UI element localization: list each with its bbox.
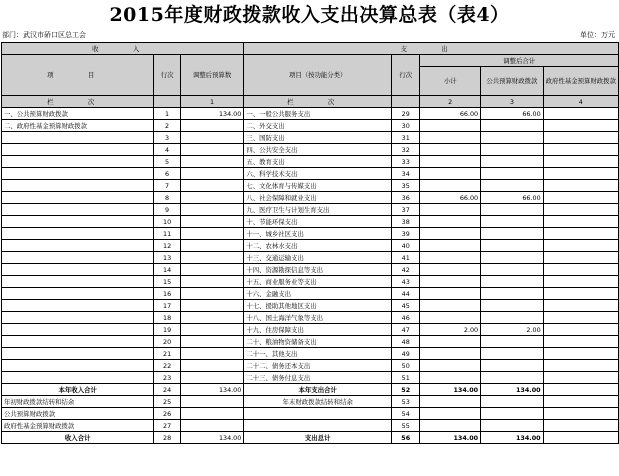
header-row-mid bbox=[2, 55, 619, 67]
table-row bbox=[2, 252, 619, 264]
amount-cell bbox=[180, 216, 244, 228]
gov-cell bbox=[543, 432, 618, 444]
subtotal-cell bbox=[420, 348, 481, 360]
unit-label: 单位：万元 bbox=[580, 31, 615, 39]
carryover-label: 年初财政拨款结转和结余 bbox=[2, 396, 154, 408]
amount-cell bbox=[180, 336, 244, 348]
row-no: 46 bbox=[392, 312, 420, 324]
public-budget-label: 公共预算财政拨款 bbox=[2, 408, 154, 420]
table-row bbox=[2, 192, 619, 204]
table-row bbox=[2, 276, 619, 288]
gov-cell bbox=[543, 192, 618, 204]
public-cell bbox=[481, 288, 544, 300]
subtotal-cell bbox=[420, 336, 481, 348]
row-no: 53 bbox=[392, 396, 420, 408]
row-no: 39 bbox=[392, 228, 420, 240]
row-no: 36 bbox=[392, 192, 420, 204]
income-item bbox=[2, 240, 154, 252]
public-cell: 134.00 bbox=[481, 384, 544, 396]
public-cell bbox=[481, 120, 544, 132]
col-index-3: 3 bbox=[481, 96, 544, 108]
amount-cell bbox=[180, 312, 244, 324]
public-cell bbox=[481, 312, 544, 324]
gov-cell bbox=[543, 108, 618, 120]
row-no: 33 bbox=[392, 156, 420, 168]
subtotal-header: 小计 bbox=[420, 67, 481, 96]
header-row-top bbox=[2, 43, 619, 55]
row-no: 23 bbox=[154, 372, 180, 384]
gov-cell bbox=[543, 348, 618, 360]
grand-total-row bbox=[2, 432, 619, 444]
expense-item: 三、国防支出 bbox=[244, 132, 392, 144]
row-no: 50 bbox=[392, 360, 420, 372]
row-no: 13 bbox=[154, 252, 180, 264]
carryover-row bbox=[2, 396, 619, 408]
row-no: 52 bbox=[392, 384, 420, 396]
expense-item: 十六、金融支出 bbox=[244, 288, 392, 300]
amount-cell bbox=[180, 360, 244, 372]
gov-cell bbox=[543, 276, 618, 288]
row-no: 25 bbox=[154, 396, 180, 408]
subtotal-cell: 66.00 bbox=[420, 108, 481, 120]
income-item bbox=[2, 288, 154, 300]
public-cell bbox=[481, 168, 544, 180]
public-cell: 134.00 bbox=[481, 432, 544, 444]
table-row bbox=[2, 336, 619, 348]
income-item bbox=[2, 180, 154, 192]
expense-item: 六、科学技术支出 bbox=[244, 168, 392, 180]
expense-item: 九、医疗卫生与计划生育支出 bbox=[244, 204, 392, 216]
public-cell bbox=[481, 300, 544, 312]
row-no: 40 bbox=[392, 240, 420, 252]
gov-cell bbox=[543, 216, 618, 228]
gov-cell bbox=[543, 228, 618, 240]
subtotal-cell bbox=[420, 300, 481, 312]
expense-item: 二十、粮油物资储备支出 bbox=[244, 336, 392, 348]
gov-cell bbox=[543, 252, 618, 264]
row-no: 37 bbox=[392, 204, 420, 216]
expense-item: 十一、城乡社区支出 bbox=[244, 228, 392, 240]
row-no: 45 bbox=[392, 300, 420, 312]
expense-total-label: 支出总计 bbox=[244, 432, 392, 444]
income-item bbox=[2, 348, 154, 360]
column-index-row bbox=[2, 96, 619, 108]
col-index-2: 2 bbox=[420, 96, 481, 108]
table-row bbox=[2, 300, 619, 312]
income-total-label: 收入合计 bbox=[2, 432, 154, 444]
row-no: 1 bbox=[154, 108, 180, 120]
gov-cell bbox=[543, 384, 618, 396]
amount-cell bbox=[180, 300, 244, 312]
amount-cell: 134.00 bbox=[180, 108, 244, 120]
expense-item: 十三、交通运输支出 bbox=[244, 252, 392, 264]
expense-item: 十四、资源勘探信息等支出 bbox=[244, 264, 392, 276]
amount-cell bbox=[180, 288, 244, 300]
income-year-total-label: 本年收入合计 bbox=[2, 384, 154, 396]
gov-cell bbox=[543, 240, 618, 252]
row-no: 21 bbox=[154, 348, 180, 360]
public-budget-row bbox=[2, 408, 619, 420]
row-no: 18 bbox=[154, 312, 180, 324]
row-no: 14 bbox=[154, 264, 180, 276]
table-row bbox=[2, 264, 619, 276]
row-no: 27 bbox=[154, 420, 180, 432]
subtotal-cell bbox=[420, 216, 481, 228]
income-item bbox=[2, 312, 154, 324]
amount-cell bbox=[180, 132, 244, 144]
gov-cell bbox=[543, 204, 618, 216]
row-no: 3 bbox=[154, 132, 180, 144]
income-header: 收 入 bbox=[2, 43, 244, 55]
subtotal-cell bbox=[420, 240, 481, 252]
amount-cell bbox=[180, 204, 244, 216]
income-item bbox=[2, 132, 154, 144]
amount-cell bbox=[180, 240, 244, 252]
row-no: 49 bbox=[392, 348, 420, 360]
subtotal-cell: 134.00 bbox=[420, 432, 481, 444]
gov-cell bbox=[543, 144, 618, 156]
gov-cell bbox=[543, 180, 618, 192]
row-no: 2 bbox=[154, 120, 180, 132]
income-item bbox=[2, 360, 154, 372]
row-no: 24 bbox=[154, 384, 180, 396]
row-no: 55 bbox=[392, 420, 420, 432]
col-index-4: 4 bbox=[543, 96, 618, 108]
public-cell bbox=[481, 252, 544, 264]
income-item bbox=[2, 228, 154, 240]
expense-item: 五、教育支出 bbox=[244, 156, 392, 168]
row-no: 30 bbox=[392, 120, 420, 132]
row-no: 20 bbox=[154, 336, 180, 348]
year-total-row bbox=[2, 384, 619, 396]
table-row bbox=[2, 348, 619, 360]
row-no: 4 bbox=[154, 144, 180, 156]
table-row bbox=[2, 108, 619, 120]
table-row bbox=[2, 120, 619, 132]
row-no: 47 bbox=[392, 324, 420, 336]
budget-table bbox=[1, 42, 619, 444]
income-rowno-header: 行次 bbox=[154, 55, 180, 96]
public-cell: 66.00 bbox=[481, 108, 544, 120]
gov-cell bbox=[543, 336, 618, 348]
table-row bbox=[2, 228, 619, 240]
row-no: 41 bbox=[392, 252, 420, 264]
public-cell bbox=[481, 348, 544, 360]
gov-fund-row bbox=[2, 420, 619, 432]
income-item bbox=[2, 372, 154, 384]
income-item bbox=[2, 144, 154, 156]
public-budget-header: 公共预算财政拨款 bbox=[481, 67, 544, 96]
income-item bbox=[2, 192, 154, 204]
row-no: 16 bbox=[154, 288, 180, 300]
public-cell bbox=[481, 180, 544, 192]
amount-cell bbox=[180, 324, 244, 336]
report-title: 2015年度财政拨款收入支出决算总表（表4） bbox=[109, 4, 510, 26]
row-no: 31 bbox=[392, 132, 420, 144]
table-row bbox=[2, 180, 619, 192]
table-row bbox=[2, 360, 619, 372]
public-cell bbox=[481, 276, 544, 288]
table-row bbox=[2, 156, 619, 168]
subtotal-cell bbox=[420, 180, 481, 192]
subtotal-cell bbox=[420, 264, 481, 276]
row-no: 26 bbox=[154, 408, 180, 420]
department-label: 部门：武汉市硚口区总工会 bbox=[2, 31, 86, 39]
public-cell: 66.00 bbox=[481, 192, 544, 204]
subtotal-cell: 2.00 bbox=[420, 324, 481, 336]
gov-cell bbox=[543, 300, 618, 312]
row-no: 8 bbox=[154, 192, 180, 204]
income-item bbox=[2, 216, 154, 228]
public-cell bbox=[481, 156, 544, 168]
subtotal-cell bbox=[420, 228, 481, 240]
expense-item: 十七、援助其他地区支出 bbox=[244, 300, 392, 312]
gov-cell bbox=[543, 312, 618, 324]
col-label: 栏 次 bbox=[2, 96, 154, 108]
public-cell bbox=[481, 264, 544, 276]
expense-item: 十五、商业服务业等支出 bbox=[244, 276, 392, 288]
public-cell bbox=[481, 132, 544, 144]
expense-item-header: 项目（按功能分类） bbox=[244, 55, 392, 96]
row-no: 7 bbox=[154, 180, 180, 192]
row-no: 42 bbox=[392, 264, 420, 276]
amount-cell: 134.00 bbox=[180, 432, 244, 444]
budget-amount-header: 调整后预算数 bbox=[180, 55, 244, 96]
public-cell bbox=[481, 240, 544, 252]
gov-cell bbox=[543, 156, 618, 168]
amount-cell bbox=[180, 144, 244, 156]
income-item bbox=[2, 264, 154, 276]
income-item bbox=[2, 324, 154, 336]
subtotal-cell bbox=[420, 168, 481, 180]
expense-item: 二、外交支出 bbox=[244, 120, 392, 132]
amount-cell bbox=[180, 372, 244, 384]
public-cell bbox=[481, 336, 544, 348]
income-item bbox=[2, 252, 154, 264]
row-no: 43 bbox=[392, 276, 420, 288]
expense-item: 十二、农林水支出 bbox=[244, 240, 392, 252]
row-no: 5 bbox=[154, 156, 180, 168]
public-cell bbox=[481, 204, 544, 216]
public-cell bbox=[481, 216, 544, 228]
subtotal-cell bbox=[420, 252, 481, 264]
amount-cell bbox=[180, 192, 244, 204]
row-no: 56 bbox=[392, 432, 420, 444]
table-row bbox=[2, 168, 619, 180]
subtotal-cell bbox=[420, 276, 481, 288]
table-row bbox=[2, 204, 619, 216]
public-cell bbox=[481, 144, 544, 156]
amount-cell bbox=[180, 276, 244, 288]
row-no: 44 bbox=[392, 288, 420, 300]
subtotal-cell bbox=[420, 360, 481, 372]
subtotal-cell bbox=[420, 156, 481, 168]
amount-cell bbox=[180, 168, 244, 180]
col-index-1: 1 bbox=[180, 96, 244, 108]
expense-item: 二十一、其他支出 bbox=[244, 348, 392, 360]
gov-cell bbox=[543, 372, 618, 384]
row-no: 6 bbox=[154, 168, 180, 180]
amount-cell bbox=[180, 264, 244, 276]
row-no: 32 bbox=[392, 144, 420, 156]
table-row bbox=[2, 288, 619, 300]
expense-item: 十、节能环保支出 bbox=[244, 216, 392, 228]
subtotal-cell: 66.00 bbox=[420, 192, 481, 204]
subtotal-cell bbox=[420, 372, 481, 384]
gov-fund-label: 政府性基金预算财政拨款 bbox=[2, 420, 154, 432]
expense-year-total-label: 本年支出合计 bbox=[244, 384, 392, 396]
expense-item: 一、一般公共服务支出 bbox=[244, 108, 392, 120]
expense-rowno-header: 行次 bbox=[392, 55, 420, 96]
amount-cell bbox=[180, 348, 244, 360]
public-cell bbox=[481, 372, 544, 384]
table-row bbox=[2, 144, 619, 156]
row-no: 35 bbox=[392, 180, 420, 192]
gov-cell bbox=[543, 360, 618, 372]
gov-cell bbox=[543, 288, 618, 300]
expense-item: 七、文化体育与传媒支出 bbox=[244, 180, 392, 192]
income-item: 一、公共预算财政拨款 bbox=[2, 108, 154, 120]
expense-header: 支 出 bbox=[244, 43, 619, 55]
row-no: 22 bbox=[154, 360, 180, 372]
amount-cell bbox=[180, 180, 244, 192]
subtotal-cell bbox=[420, 144, 481, 156]
gov-cell bbox=[543, 120, 618, 132]
public-cell bbox=[481, 228, 544, 240]
gov-fund-header: 政府性基金预算财政拨款 bbox=[543, 67, 618, 96]
gov-cell bbox=[543, 168, 618, 180]
table-row bbox=[2, 324, 619, 336]
expense-item: 四、公共安全支出 bbox=[244, 144, 392, 156]
public-cell: 2.00 bbox=[481, 324, 544, 336]
table-row bbox=[2, 372, 619, 384]
subtotal-cell bbox=[420, 132, 481, 144]
amount-cell bbox=[180, 228, 244, 240]
row-no: 28 bbox=[154, 432, 180, 444]
table-row bbox=[2, 240, 619, 252]
public-cell bbox=[481, 360, 544, 372]
row-no: 10 bbox=[154, 216, 180, 228]
expense-item: 十八、国土海洋气象等支出 bbox=[244, 312, 392, 324]
gov-cell bbox=[543, 324, 618, 336]
table-row bbox=[2, 216, 619, 228]
row-no: 12 bbox=[154, 240, 180, 252]
row-no: 11 bbox=[154, 228, 180, 240]
row-no: 38 bbox=[392, 216, 420, 228]
subtotal-cell bbox=[420, 312, 481, 324]
subtotal-cell bbox=[420, 288, 481, 300]
row-no: 34 bbox=[392, 168, 420, 180]
subtotal-cell bbox=[420, 120, 481, 132]
amount-cell bbox=[180, 156, 244, 168]
amount-cell bbox=[180, 252, 244, 264]
row-no: 51 bbox=[392, 372, 420, 384]
table-row bbox=[2, 132, 619, 144]
amount-cell: 134.00 bbox=[180, 384, 244, 396]
income-item bbox=[2, 168, 154, 180]
income-item-header: 项 目 bbox=[2, 55, 154, 96]
income-item bbox=[2, 276, 154, 288]
expense-item: 二十三、债务付息支出 bbox=[244, 372, 392, 384]
expense-item: 十九、住房保障支出 bbox=[244, 324, 392, 336]
subtotal-cell bbox=[420, 204, 481, 216]
expense-item: 八、社会保障和就业支出 bbox=[244, 192, 392, 204]
amount-cell bbox=[180, 120, 244, 132]
income-item bbox=[2, 156, 154, 168]
table-row bbox=[2, 312, 619, 324]
budget-group-header: 调整后合计 bbox=[420, 55, 619, 67]
row-no: 19 bbox=[154, 324, 180, 336]
income-item bbox=[2, 336, 154, 348]
gov-cell bbox=[543, 264, 618, 276]
year-end-label: 年末财政拨款结转和结余 bbox=[244, 396, 392, 408]
col-label-2: 栏 次 bbox=[244, 96, 392, 108]
income-item bbox=[2, 300, 154, 312]
income-item bbox=[2, 204, 154, 216]
subtotal-cell: 134.00 bbox=[420, 384, 481, 396]
row-no: 48 bbox=[392, 336, 420, 348]
income-item: 二、政府性基金预算财政拨款 bbox=[2, 120, 154, 132]
gov-cell bbox=[543, 132, 618, 144]
row-no: 9 bbox=[154, 204, 180, 216]
expense-item: 二十二、债务还本支出 bbox=[244, 360, 392, 372]
row-no: 15 bbox=[154, 276, 180, 288]
row-no: 54 bbox=[392, 408, 420, 420]
row-no: 29 bbox=[392, 108, 420, 120]
row-no: 17 bbox=[154, 300, 180, 312]
